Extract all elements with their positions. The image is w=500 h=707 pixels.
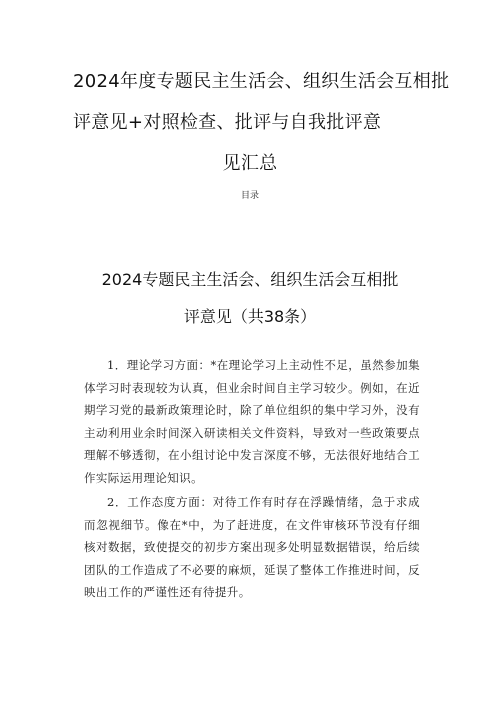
document-title-line-1: 2024年度专题民主生活会、组织生活会互相批 xyxy=(73,71,450,92)
paragraph-1: 1．理论学习方面：*在理论学习上主动性不足，虽然参加集体学习时表现较为认真，但业余时间自主学习较少。例如，在近期学习党的最新政策理论时，除了单位组织的集中学习外，没有主动利用业余时间深入研读相关文件资料，导致对一些政策要点理解不够透彻，在小组讨论中发言深度不够，无法很好地结合工作实际运用理论知识。 xyxy=(84,358,420,485)
toc-label: 目录 xyxy=(240,191,259,201)
document-title-line-2: 评意见+对照检查、批评与自我批评意 xyxy=(73,112,382,133)
document-title-line-3: 见汇总 xyxy=(222,153,278,174)
paragraph-2: 2．工作态度方面：对待工作有时存在浮躁情绪，急于求成而忽视细节。像在*中，为了赶进度，在文件审核环节没有仔细核对数据，致使提交的初步方案出现多处明显数据错误，给后续团队的工作造成了不必要的麻烦，延误了整体工作推进时间，反映出工作的严谨性还有待提升。 xyxy=(84,495,420,600)
section-title-line-2: 评意见（共38条） xyxy=(183,307,317,326)
section-title-line-1: 2024专题民主生活会、组织生活会互相批 xyxy=(101,270,399,289)
